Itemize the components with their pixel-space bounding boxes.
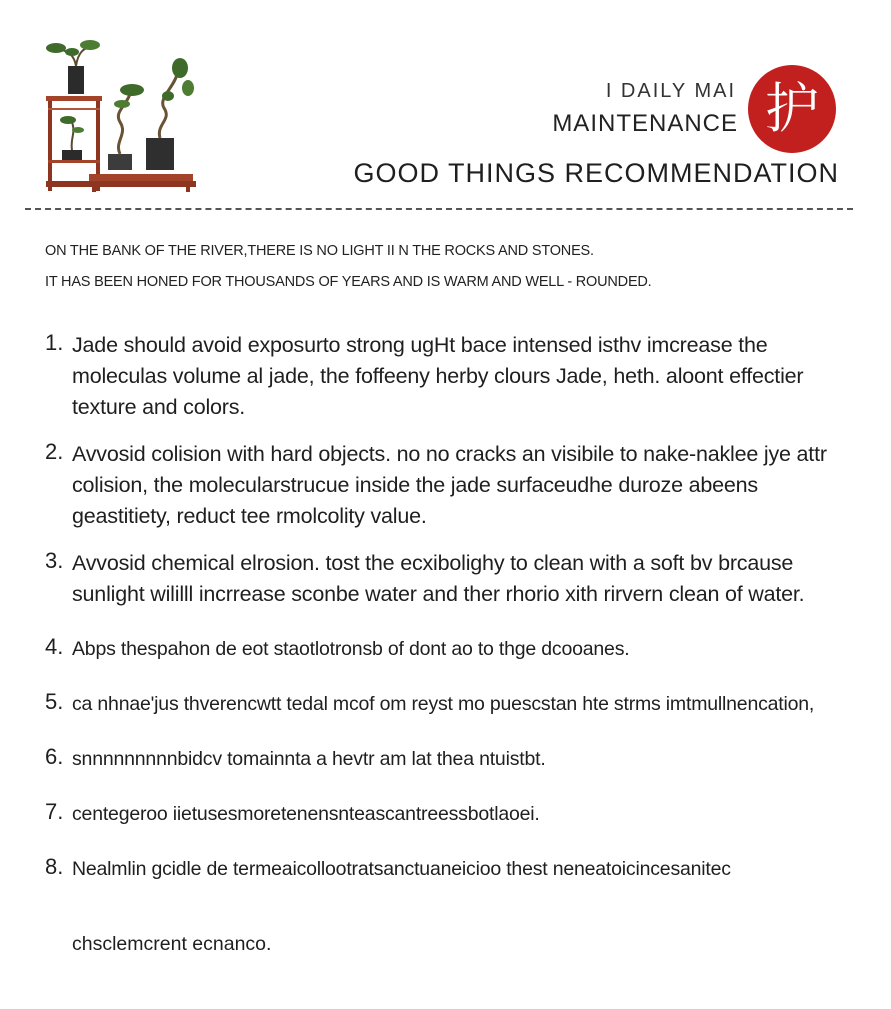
item-text: snnnnnnnnnbidcv tomainnta a hevtr am lat thea ntuistbt. <box>72 748 546 770</box>
item-text: ca nhnae'jus thverencwtt tedal mcof om reyst mo puescstan hte strms imtmullnencation, <box>72 693 815 715</box>
list-item <box>45 799 855 830</box>
list-item <box>45 548 855 610</box>
seal-character: 护 <box>765 77 819 140</box>
item-text-continued: chsclemcrent ecnanco. <box>72 933 272 955</box>
list-item <box>45 689 855 720</box>
list-item <box>45 854 855 885</box>
item-text: Abps thespahon de eot staotlotronsb of dont ao to thge dcooanes. <box>72 638 630 660</box>
list-item <box>45 330 855 423</box>
item-number: 2. <box>45 439 64 464</box>
item-number: 4. <box>45 634 64 659</box>
list-item <box>45 634 855 665</box>
bonsai-shelf-illustration <box>34 38 199 198</box>
item-text: centegeroo iietusesmoretenensnteascantreessbotlaoei. <box>72 803 540 825</box>
page-title: GOOD THINGS RECOMMENDATION <box>353 158 839 188</box>
care-tips-list <box>45 330 855 885</box>
item-number: 1. <box>45 330 64 355</box>
intro-line: IT HAS BEEN HONED FOR THOUSANDS OF YEARS AND IS WARM AND WELL - ROUNDED. <box>45 274 652 290</box>
item-number: 5. <box>45 689 64 714</box>
list-item <box>45 744 855 775</box>
item-text: Avvosid chemical elrosion. tost the ecxibolighy to clean with a soft bv brcause sunlight wililll incrrease sconbe water and ther rhorio xith rirvern clean of water. <box>72 551 805 606</box>
item-number: 7. <box>45 799 64 824</box>
red-seal-logo <box>748 65 836 153</box>
item-number: 3. <box>45 548 64 573</box>
list-item <box>45 439 855 532</box>
brand-name: MAINTENANCE <box>552 110 738 137</box>
item-text: Jade should avoid exposurto strong ugHt bace intensed isthv imcrease the moleculas volume al jade, the foffeeny herby clours Jade, heth. aloont effectier texture and colors. <box>72 333 804 419</box>
intro-text <box>45 236 652 298</box>
item-number: 6. <box>45 744 64 769</box>
item-text: Nealmlin gcidle de termeaicollootratsanctuaneicioo thest neneatoicincesanitec <box>72 858 731 880</box>
header <box>0 0 891 215</box>
brand-subtitle: I DAILY MAI <box>605 80 736 102</box>
item-text: Avvosid colision with hard objects. no no cracks an visibile to nake-naklee jye attr colision, the molecularstrucue inside the jade surfaceudhe duroze abeens geastitiety, reduct tee rmolcolity value. <box>72 442 827 528</box>
intro-line: ON THE BANK OF THE RIVER,THERE IS NO LIGHT II N THE ROCKS AND STONES. <box>45 243 594 259</box>
item-number: 8. <box>45 854 64 879</box>
dashed-divider <box>25 208 853 210</box>
